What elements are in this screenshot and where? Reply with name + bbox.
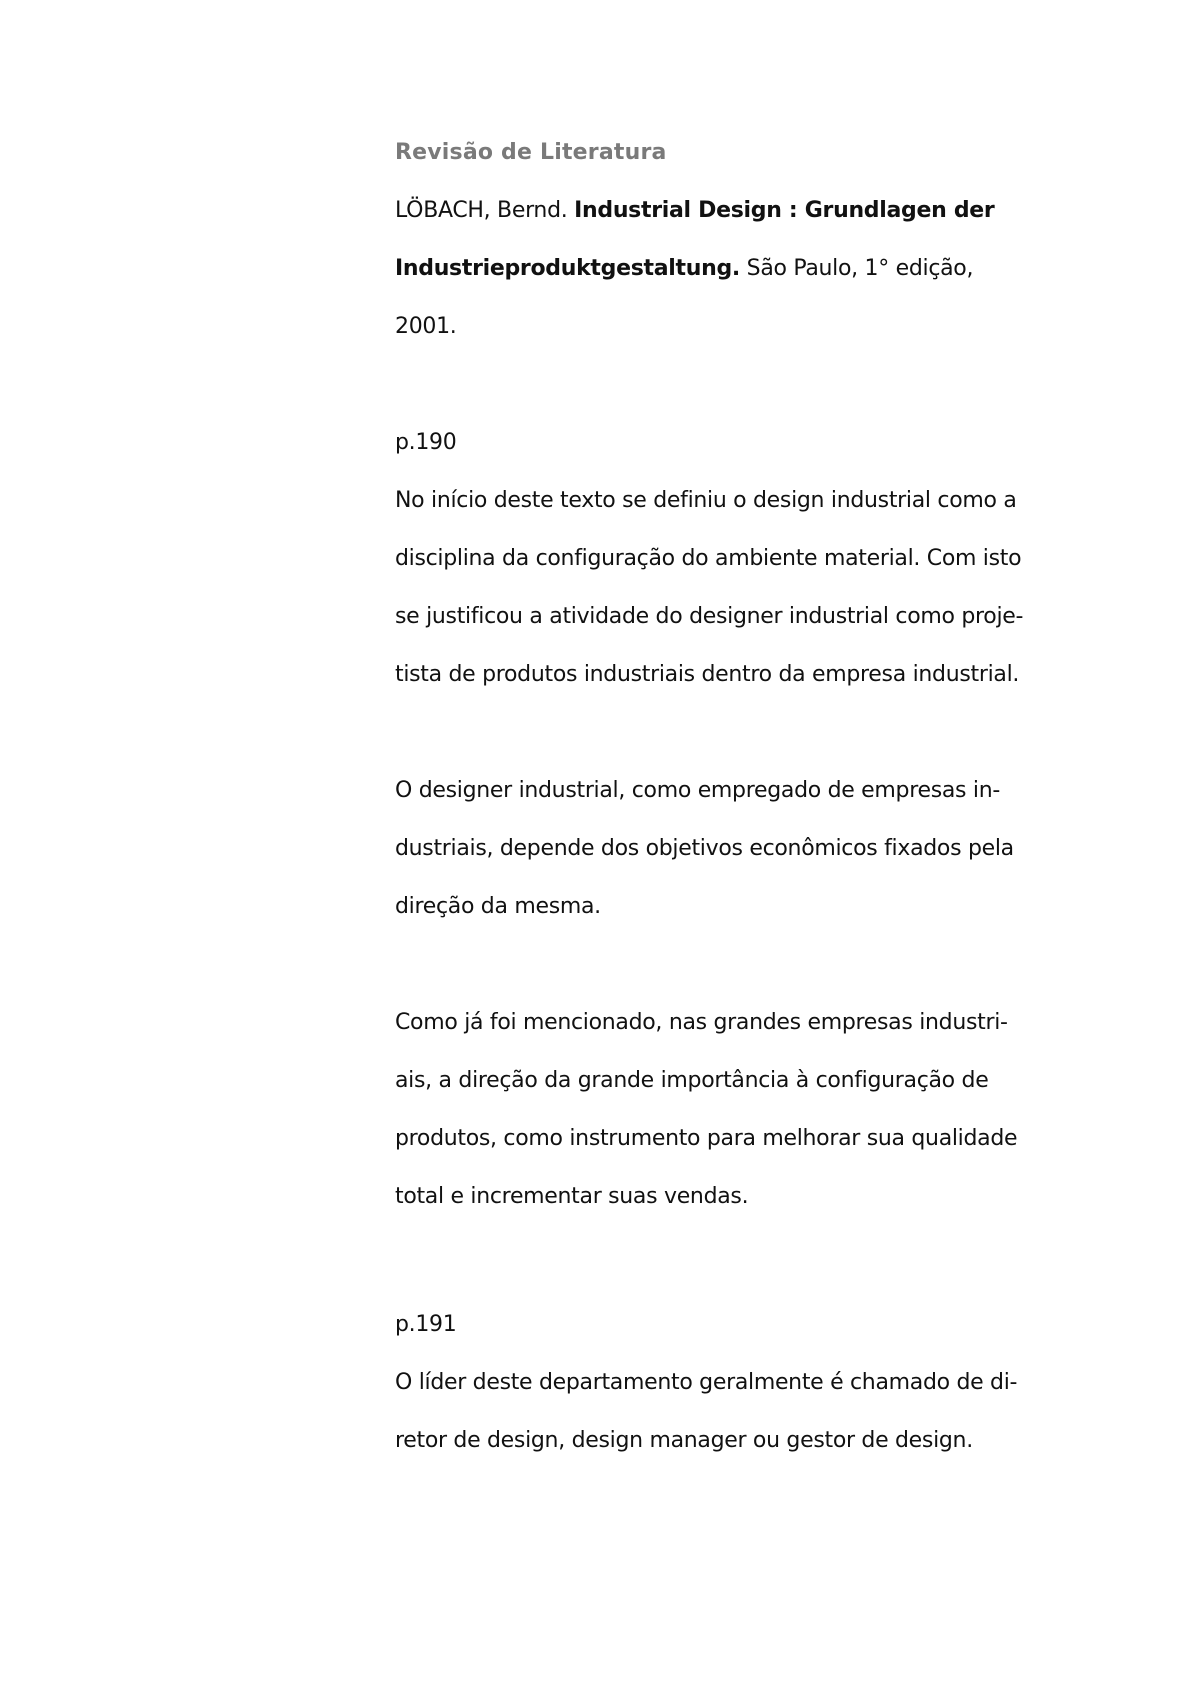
page-label-190: p.190 xyxy=(395,430,457,455)
page-label-191: p.191 xyxy=(395,1312,457,1337)
paragraph-line: dustriais, depende dos objetivos econômicos fixados pela xyxy=(395,836,1014,861)
paragraph-line: No início deste texto se definiu o design industrial como a xyxy=(395,488,1017,513)
reference-title-part1: Industrial Design : Grundlagen der xyxy=(574,198,995,223)
reference-publication: São Paulo, 1° edição, xyxy=(739,256,974,281)
paragraph-line: direção da mesma. xyxy=(395,894,601,919)
section-heading: Revisão de Literatura xyxy=(395,140,667,165)
paragraph-line: O líder deste departamento geralmente é chamado de di- xyxy=(395,1370,1018,1395)
paragraph-line: produtos, como instrumento para melhorar sua qualidade xyxy=(395,1126,1018,1151)
paragraph-line: total e incrementar suas vendas. xyxy=(395,1184,749,1209)
paragraph-line: tista de produtos industriais dentro da empresa industrial. xyxy=(395,662,1020,687)
reference-line-1 xyxy=(395,196,994,226)
paragraph-line: ais, a direção da grande importância à configuração de xyxy=(395,1068,989,1093)
reference-author: LÖBACH, Bernd. xyxy=(395,198,575,223)
paragraph-line: retor de design, design manager ou gestor de design. xyxy=(395,1428,973,1453)
reference-title-part2: Industrieproduktgestaltung. xyxy=(395,256,740,281)
paragraph-line: O designer industrial, como empregado de empresas in- xyxy=(395,778,1000,803)
reference-line-2 xyxy=(395,254,973,284)
paragraph-line: disciplina da configuração do ambiente material. Com isto xyxy=(395,546,1022,571)
reference-year: 2001. xyxy=(395,314,457,339)
paragraph-line: Como já foi mencionado, nas grandes empresas industri- xyxy=(395,1010,1008,1035)
paragraph-line: se justificou a atividade do designer industrial como proje- xyxy=(395,604,1024,629)
